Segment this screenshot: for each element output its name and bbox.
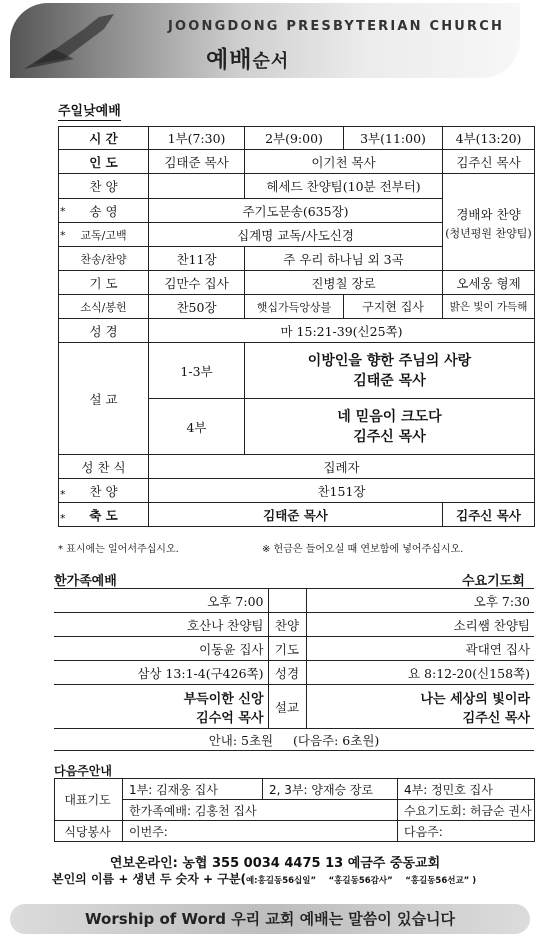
blessing-s123: 김태준 목사 [149,503,443,527]
family-praise: 호산나 찬양팀 [54,613,268,637]
lead-s23: 이기천 목사 [245,150,443,174]
label-time: 시 간 [59,127,149,150]
hymn-s1: 찬11장 [149,247,245,271]
next-week-table [54,778,535,842]
rep-prayer-1: 1부: 김재웅 집사 [123,779,263,800]
label-scripture: 성 경 [59,319,149,343]
news-s3: 구지현 집사 [344,295,443,319]
header-banner [10,3,520,78]
rep-prayer-3: 4부: 정민호 집사 [398,779,535,800]
sermon-a-preacher: 김태준 목사 [353,372,426,389]
meal-next-week: 다음주: [398,821,535,842]
stand-mark: * [60,488,66,501]
label-blessing: 축 도 [59,503,149,527]
footer-banner: Worship of Word 우리 교회 예배는 말씀이 있습니다 [10,904,530,934]
scripture-value: 마 15:21-39(신25쪽) [149,319,535,343]
sermon-b-title: 네 믿음이 크도다 [337,408,442,425]
lead-s1: 김태준 목사 [149,150,245,174]
rep-prayer-2: 2, 3부: 양재승 장로 [263,779,398,800]
label-hymn: 찬송/찬양 [59,247,149,271]
sermon-b-parts: 4부 [149,399,245,455]
offering-instructions: 본인의 이름 + 생년 두 숫자 + 구분(예:홍길동56십일” “홍길동56감사” “홍길동56선교” ) [52,872,477,886]
sermon-a-title: 이방인을 향한 주님의 사랑 [307,352,472,369]
praise2-value: 찬151장 [149,479,535,503]
label-prayer: 기 도 [59,271,149,295]
label-scripture-evening: 성경 [268,661,306,685]
family-prayer: 이동윤 집사 [54,637,268,661]
rep-prayer-wed: 수요기도회: 허금순 권사 [398,800,535,821]
wednesday-prayer-title: 수요기도회 [462,574,525,589]
sermon-a-parts: 1-3부 [149,343,245,399]
stand-mark: * [60,512,66,525]
prayer-s4: 오세웅 형제 [443,271,535,295]
family-worship-title: 한가족예배 [54,574,117,589]
label-rep-prayer: 대표기도 [55,779,123,821]
time-s1: 1부(7:30) [149,127,245,150]
wed-praise: 소리쌤 찬양팀 [306,613,534,637]
hymn-s23: 주 우리 하나님 외 3곡 [245,247,443,271]
label-praise-evening: 찬양 [268,613,306,637]
label-meal-service: 식당봉사 [55,821,123,842]
meal-this-week: 이번주: [123,821,398,842]
family-sermon-title: 부득이한 신앙 [183,691,264,707]
page-title: 예배순서 [206,47,290,73]
blessing-s4: 김주신 목사 [443,503,535,527]
label-news: 소식/봉헌 [59,295,149,319]
sermon-b-preacher: 김주신 목사 [353,428,426,445]
next-week-title: 다음주안내 [54,762,112,781]
family-scripture: 삼상 13:1-4(구426쪽) [54,661,268,685]
praise-s23: 헤세드 찬양팀(10분 전부터) [245,174,443,199]
wed-scripture: 요 8:12-20(신158쪽) [306,661,534,685]
time-s3: 3부(11:00) [344,127,443,150]
wed-prayer: 곽대연 집사 [306,637,534,661]
s4-worship-team: (청년평원 찬양팀) [445,227,532,240]
news-s4: 밝은 빛이 가득해 [443,295,535,319]
label-song: 송 영 [59,199,149,223]
song-value: 주기도문송(635장) [149,199,443,223]
usher-this-week: 안내: 5초원 [208,732,274,748]
wed-time: 오후 7:30 [306,589,534,613]
label-praise2: 찬 양 [59,479,149,503]
note-offering: ※ 헌금은 들어오실 때 연보함에 넣어주십시오. [262,544,464,555]
s4-worship: 경배와 찬양 [456,207,521,222]
pen-icon [24,9,144,69]
church-name-en: JOONGDONG PRESBYTERIAN CHURCH [168,19,505,34]
family-time: 오후 7:00 [54,589,268,613]
wed-sermon-preacher: 김주신 목사 [462,710,530,726]
edu-value: 십계명 교독/사도신경 [149,223,443,247]
label-lead: 인 도 [59,150,149,174]
label-edu: 교독/고백 [59,223,149,247]
label-praise: 찬 양 [59,174,149,199]
wed-sermon-title: 나는 세상의 빛이라 [420,691,530,707]
label-prayer-evening: 기도 [268,637,306,661]
label-sermon: 설 교 [59,343,149,455]
sunday-table [58,126,535,527]
label-communion: 성 찬 식 [59,455,149,479]
sunday-title: 주일낮예배 [58,100,121,121]
communion-value: 집례자 [149,455,535,479]
prayer-s1: 김만수 집사 [149,271,245,295]
evening-table [54,588,534,751]
rep-prayer-family: 한가족예배: 김홍천 집사 [123,800,398,821]
stand-mark: * [60,205,66,218]
label-sermon-evening: 설교 [268,685,306,729]
usher-next-week: (다음주: 6초원) [293,732,380,748]
time-s4: 4부(13:20) [443,127,535,150]
stand-mark: * [60,229,66,242]
family-sermon-preacher: 김수억 목사 [196,710,264,726]
note-stand: * 표시에는 일어서주십시오. [58,544,179,555]
lead-s4: 김주신 목사 [443,150,535,174]
time-s2: 2부(9:00) [245,127,344,150]
online-offering-account: 연보온라인: 농협 355 0034 4475 13 예금주 중동교회 [109,856,441,871]
prayer-s23: 진병칠 장로 [245,271,443,295]
news-s1: 찬50장 [149,295,245,319]
news-s2: 햇십가득앙상블 [245,295,344,319]
